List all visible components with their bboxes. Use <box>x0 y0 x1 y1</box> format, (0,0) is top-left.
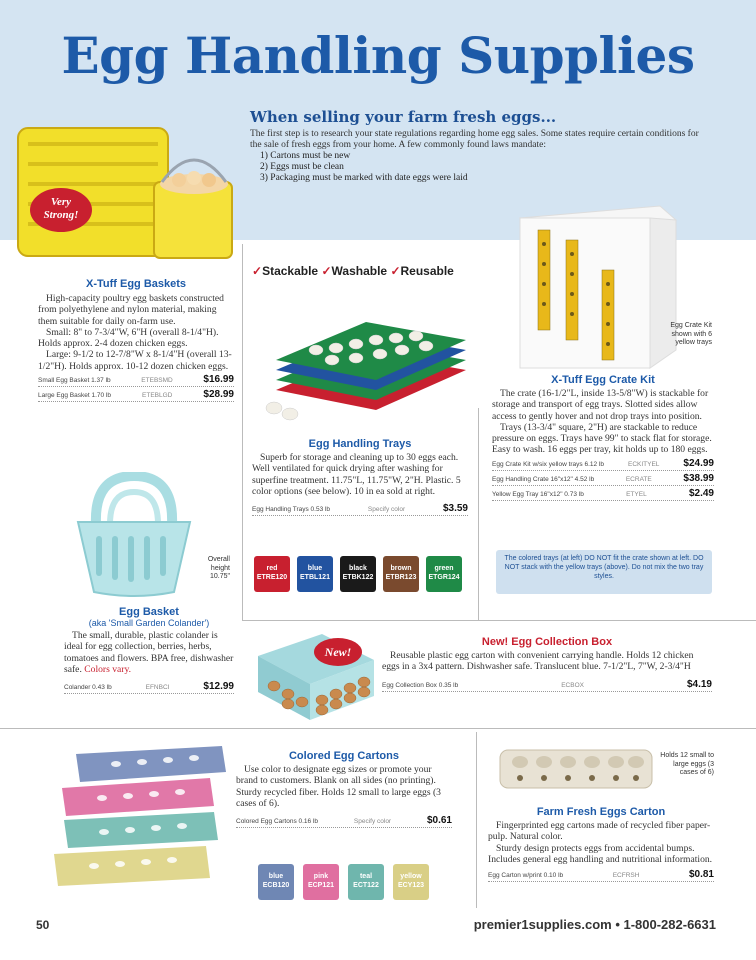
order-row <box>492 488 714 501</box>
order-price: $2.49 <box>688 487 714 499</box>
order-row <box>492 458 714 471</box>
order-name: Small Egg Basket 1.37 lb <box>38 377 111 385</box>
order-name: Large Egg Basket 1.70 lb <box>38 392 111 400</box>
crate-title: X-Tuff Egg Crate Kit <box>551 374 655 386</box>
collection-box-title: New! Egg Collection Box <box>481 636 613 648</box>
intro-list <box>260 151 710 184</box>
swatch-code: ETBR123 <box>385 574 417 581</box>
farm-cartons-text: Fingerprinted egg cartons made of recycled fiber paper-pulp. Natural color. <box>488 820 711 843</box>
baskets-intro: High-capacity poultry egg baskets constructed from polyethylene and nylon material, making them suitable for daily on-farm use. <box>38 293 224 327</box>
badge-line: Very <box>50 196 72 208</box>
egg-basket-subtitle: (aka 'Small Garden Colander') <box>88 618 210 628</box>
colander-basket-image <box>74 472 194 598</box>
swatch-code: ETBK122 <box>342 574 374 581</box>
order-price: $0.81 <box>688 869 714 881</box>
order-row <box>488 869 714 882</box>
swatch-code: ETBL121 <box>300 574 330 581</box>
order-sku: ECRATE <box>625 475 652 483</box>
order-row <box>64 681 234 694</box>
swatch-label: teal <box>359 873 373 880</box>
carton-color-swatch[interactable] <box>393 864 429 900</box>
swatch-label: yellow <box>400 873 422 880</box>
row-divider <box>0 728 756 729</box>
farm-carton-caption: Holds 12 small to large eggs (3 cases of 6) <box>660 752 714 776</box>
order-sku: ECKITYEL <box>627 460 660 468</box>
swatch-code: ECP121 <box>307 882 335 889</box>
baskets-title: X-Tuff Egg Baskets <box>85 278 187 290</box>
egg-handling-trays-image <box>256 300 480 428</box>
feature-label: Stackable <box>262 264 319 278</box>
order-row <box>492 473 714 486</box>
baskets-large: Large: 9-1/2 to 12-7/8"W x 8-1/4"H (overall 13-1/2"H). Holds approx. 10-12 dozen chicken eggs. <box>38 349 232 372</box>
new-badge: New! <box>314 638 362 666</box>
crate-section <box>492 374 714 501</box>
collection-box-section <box>382 636 712 692</box>
swatch-label: pink <box>313 873 329 880</box>
footer-contact[interactable]: premier1supplies.com • 1-800-282-6631 <box>473 917 716 932</box>
badge-line: Strong! <box>43 209 79 221</box>
intro-section <box>250 108 710 184</box>
swatch-label: blue <box>307 565 323 572</box>
carton-color-swatch[interactable] <box>348 864 384 900</box>
order-name: Colored Egg Cartons 0.16 lb <box>236 818 319 826</box>
feature-label: Washable <box>331 264 388 278</box>
order-name: Egg Collection Box 0.35 lb <box>382 681 459 689</box>
farm-cartons-section <box>488 806 714 882</box>
egg-basket-text <box>64 630 234 675</box>
carton-color-swatch[interactable] <box>258 864 294 900</box>
baskets-section <box>38 278 234 402</box>
column-divider <box>476 732 477 908</box>
swatch-code: ETRE120 <box>256 574 288 581</box>
tray-color-swatch[interactable] <box>426 556 462 592</box>
egg-basket-section <box>64 606 234 694</box>
order-sku: ECBOX <box>561 681 584 689</box>
page-title: Egg Handling Supplies <box>61 26 695 85</box>
egg-basket-description: The small, durable, plastic colander is ideal for egg collection, berries, herbs, tomatoes and flowers. BPA free, dishwasher safe. <box>64 630 234 675</box>
egg-basket-title: Egg Basket <box>119 606 179 618</box>
feature-label: Reusable <box>400 264 454 278</box>
check-icon: ✓ <box>390 264 401 278</box>
trays-text: Superb for storage and cleaning up to 30 eggs each. Well ventilated for quick drying after washing for superfine treatment. 11.75"L, 11.75"W, 2"H. Plastic. 5 color options (see below). 10 in ea sold at right. <box>252 452 461 497</box>
order-price: $16.99 <box>203 374 234 386</box>
order-sku: ETEBLGD <box>142 392 173 400</box>
colored-cartons-section <box>236 750 452 828</box>
order-row <box>38 389 234 402</box>
order-row <box>236 815 452 828</box>
order-price: $12.99 <box>203 681 234 693</box>
tray-color-swatch[interactable] <box>383 556 419 592</box>
egg-collection-box-image <box>252 620 378 724</box>
order-price: $4.19 <box>686 678 712 690</box>
order-name: Egg Handling Crate 16"x12" 4.52 lb <box>492 475 595 483</box>
carton-color-swatch[interactable] <box>303 864 339 900</box>
tray-color-swatch[interactable] <box>254 556 290 592</box>
order-sku: ETYEL <box>626 490 647 498</box>
intro-item: 2) Eggs must be clean <box>260 162 344 172</box>
intro-item: 1) Cartons must be new <box>260 151 351 161</box>
features-row <box>252 264 454 278</box>
order-sku: Specify color <box>353 818 392 826</box>
intro-item: 3) Packaging must be marked with date eggs were laid <box>260 173 468 183</box>
swatch-code: ECT122 <box>353 882 379 889</box>
swatch-code: ETGR124 <box>428 574 460 581</box>
colander-caption: Overall height 10.75" <box>207 556 230 580</box>
trays-section <box>252 438 468 516</box>
farm-cartons-title: Farm Fresh Eggs Carton <box>536 806 666 818</box>
tray-color-swatch[interactable] <box>297 556 333 592</box>
swatch-label: blue <box>268 873 284 880</box>
order-price: $38.99 <box>683 472 714 484</box>
tray-compatibility-note: The colored trays (at left) DO NOT fit the crate shown at left. DO NOT stack with the yellow trays (above). Do not mix the two tray styles. <box>496 550 712 594</box>
swatch-label: brown <box>390 565 412 572</box>
swatch-code: ECY123 <box>397 882 425 889</box>
crate-text: The crate (16-1/2"L, inside 13-5/8"W) is stackable for storage and transport of egg trays. Slotted sides allow access to gently hover and not drop trays into position. <box>492 388 709 422</box>
column-divider <box>242 244 243 620</box>
order-sku: ETEBSMD <box>141 377 173 385</box>
swatch-label: black <box>349 565 367 572</box>
order-name: Colander 0.43 lb <box>64 684 112 692</box>
order-row <box>382 679 712 692</box>
order-price: $28.99 <box>203 389 234 401</box>
colored-egg-cartons-image <box>46 744 232 900</box>
colored-cartons-text: Use color to designate egg sizes or promote your brand to customers. Blank on all sides (no printing). Sturdy recycled fiber. Holds 12 small to large eggs (3 cases of 6). <box>236 764 441 809</box>
order-row <box>252 503 468 516</box>
intro-heading: When selling your farm fresh eggs... <box>250 108 557 126</box>
order-sku: ECFRSH <box>612 872 640 880</box>
trays-title: Egg Handling Trays <box>308 438 412 450</box>
order-sku: Specify color <box>367 506 406 514</box>
swatch-label: red <box>266 565 278 572</box>
color-note: Colors vary. <box>84 663 132 675</box>
order-name: Egg Handling Trays 0.53 lb <box>252 506 331 514</box>
order-name: Egg Carton w/print 0.10 lb <box>488 872 564 880</box>
collection-box-text: Reusable plastic egg carton with convenient carrying handle. Holds 12 chicken eggs in a 3x4 pattern. Dishwasher safe. Translucent blue. 7-1/2"L, 7"W, 2-3/4"H <box>382 650 694 673</box>
order-price: $0.61 <box>426 815 452 827</box>
farm-fresh-carton-image <box>496 740 656 798</box>
order-sku: EFNBCI <box>145 684 170 692</box>
colored-cartons-title: Colored Egg Cartons <box>288 750 399 762</box>
baskets-small: Small: 8" to 7-3/4"W, 6"H (overall 8-1/4"H). Holds approx. 2-4 dozen chicken eggs. <box>38 326 219 350</box>
intro-text: The first step is to research your state regulations regarding home egg sales. Some states require certain conditions for the sale of fresh eggs from your home. A few commonly found laws mandate: <box>250 129 699 150</box>
swatch-code: ECB120 <box>262 882 290 889</box>
farm-cartons-text: Sturdy design protects eggs from accidental bumps. Includes general egg handling and nutritional information. <box>488 842 713 865</box>
very-strong-badge <box>30 188 92 232</box>
swatch-label: green <box>434 565 454 572</box>
tray-color-swatch[interactable] <box>340 556 376 592</box>
order-row <box>38 374 234 387</box>
column-divider <box>478 408 479 620</box>
check-icon: ✓ <box>252 264 263 278</box>
crate-text: Trays (13-3/4" square, 2"H) are stackable to reduce pressure on eggs. Trays have 99" to stack flat for storage. Easy to wash. 16 eggs per tray, kit holds up to 180 eggs. <box>492 421 712 456</box>
order-price: $3.59 <box>442 503 468 515</box>
order-name: Egg Crate Kit w/six yellow trays 6.12 lb <box>492 460 604 468</box>
order-name: Yellow Egg Tray 16"x12" 0.73 lb <box>492 490 584 498</box>
crate-caption: Egg Crate Kit shown with 6 yellow trays <box>670 322 712 346</box>
check-icon: ✓ <box>321 264 332 278</box>
page-number: 50 <box>36 918 50 932</box>
order-price: $24.99 <box>683 457 714 469</box>
